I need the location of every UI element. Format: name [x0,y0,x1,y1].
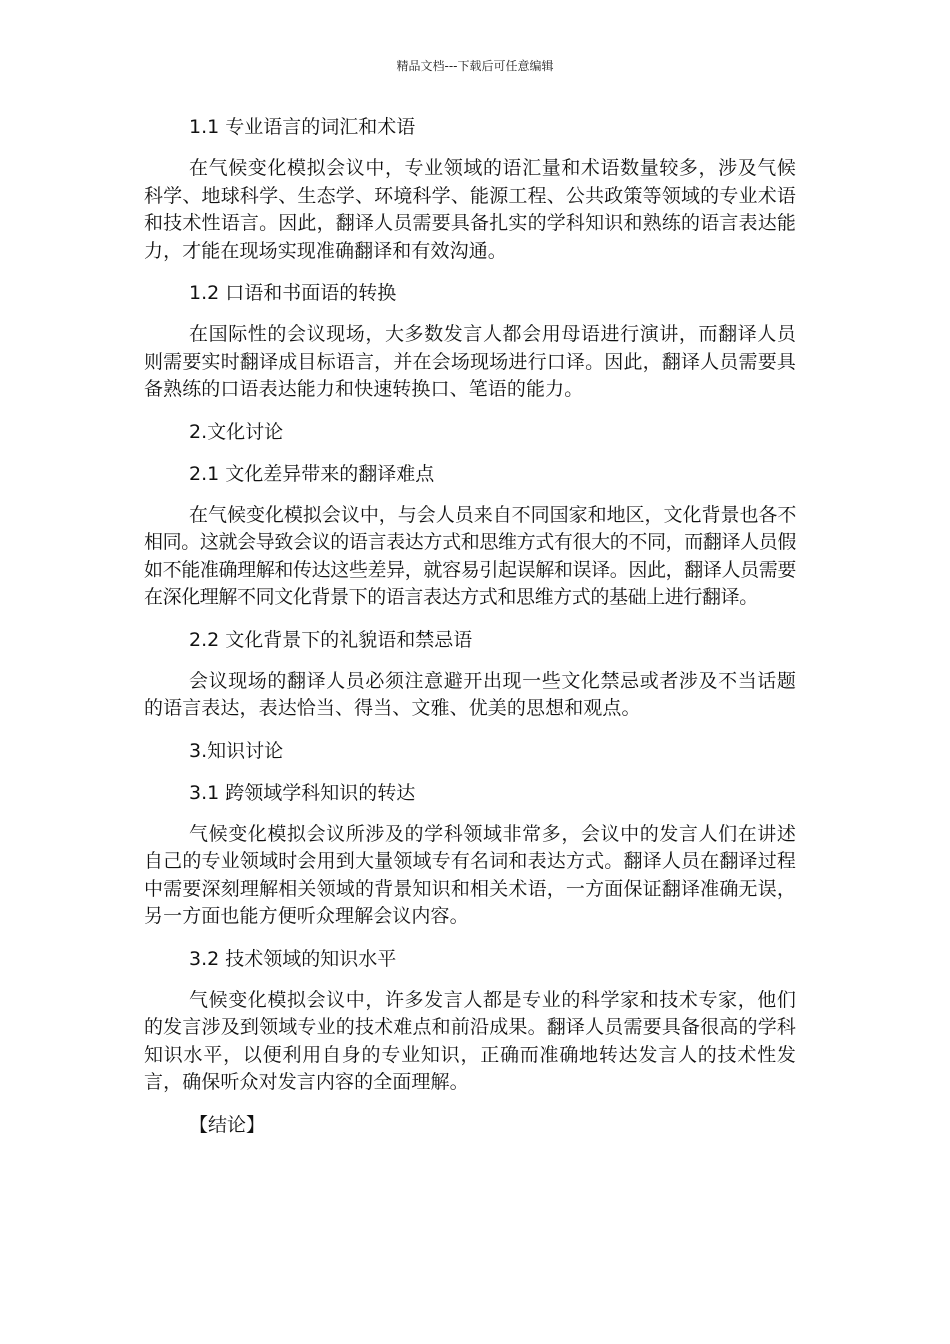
section-paragraph-1-2: 在国际性的会议现场，大多数发言人都会用母语进行演讲，而翻译人员则需要实时翻译成目标语言，并在会场现场进行口译。因此，翻译人员需要具备熟练的口语表达能力和快速转换口、笔语的能力。 [144,323,796,400]
section-heading-3: 3.知识讨论 [189,739,284,762]
section-heading-3-1: 3.1 跨领域学科知识的转达 [189,781,416,804]
document-body [144,113,796,1139]
section-paragraph-3-2: 气候变化模拟会议中，许多发言人都是专业的科学家和技术专家，他们的发言涉及到领域专业的技术难点和前沿成果。翻译人员需要具备很高的学科知识水平，以便利用自身的专业知识，正确而准确地转达发言人的技术性发言，确保听众对发言内容的全面理解。 [144,988,796,1093]
section-heading-1-2: 1.2 口语和书面语的转换 [189,282,397,304]
section-heading-3-2: 3.2 技术领域的知识水平 [189,947,397,970]
section-heading-2-1: 2.1 文化差异带来的翻译难点 [189,462,435,485]
section-paragraph-3-1: 气候变化模拟会议所涉及的学科领域非常多，会议中的发言人们在讲述自己的专业领域时会用到大量领域专有名词和表达方式。翻译人员在翻译过程中需要深刻理解相关领域的背景知识和相关术语，一方面保证翻译准确无误，另一方面也能方便听众理解会议内容。 [144,822,796,927]
section-paragraph-2-2: 会议现场的翻译人员必须注意避开出现一些文化禁忌或者涉及不当话题的语言表达，表达恰当、得当、文雅、优美的思想和观点。 [144,669,796,719]
section-paragraph-1-1: 在气候变化模拟会议中，专业领域的语汇量和术语数量较多，涉及气候科学、地球科学、生态学、环境科学、能源工程、公共政策等领域的专业术语和技术性语言。因此，翻译人员需要具备扎实的学科知识和熟练的语言表达能力，才能在现场实现准确翻译和有效沟通。 [144,157,796,262]
section-heading-1-1: 1.1 专业语言的词汇和术语 [189,116,416,138]
conclusion-heading: 【结论】 [189,1113,266,1136]
section-paragraph-2-1: 在气候变化模拟会议中，与会人员来自不同国家和地区，文化背景也各不相同。这就会导致会议的语言表达方式和思维方式有很大的不同，而翻译人员假如不能准确理解和传达这些差异，就容易引起误解和误译。因此，翻译人员需要在深化理解不同文化背景下的语言表达方式和思维方式的基础上进行翻译。 [144,503,796,608]
section-heading-2-2: 2.2 文化背景下的礼貌语和禁忌语 [189,628,473,651]
section-heading-2: 2.文化讨论 [189,420,284,443]
page-header: 精品文档---下载后可任意编辑 [396,59,554,73]
